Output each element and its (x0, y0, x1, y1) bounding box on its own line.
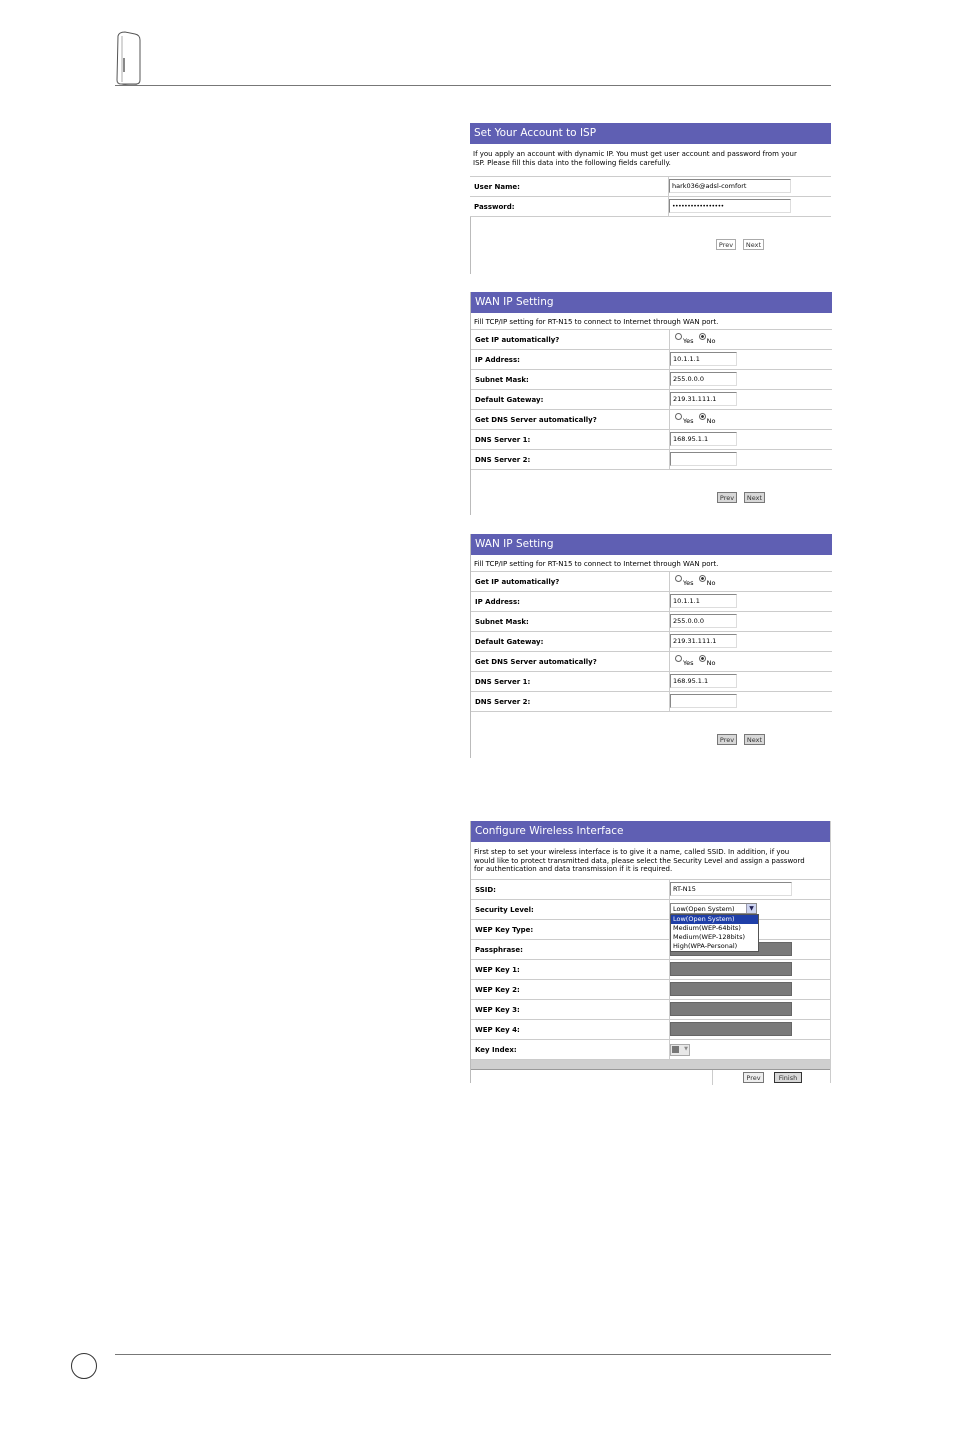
ssid-input[interactable]: RT-N15 (670, 882, 792, 896)
wep-key-4-label: WEP Key 4: (475, 1026, 520, 1034)
button-bar (471, 470, 832, 512)
security-level-options (670, 914, 759, 952)
next-button[interactable]: Next (744, 492, 765, 503)
yes-radio[interactable] (675, 655, 682, 662)
wan-ip-panel-1 (470, 292, 832, 515)
button-bar (471, 712, 832, 755)
no-radio[interactable] (699, 413, 706, 420)
ssid-label: SSID: (475, 886, 496, 894)
wep-key-1-input[interactable] (670, 962, 792, 976)
get-ip-auto-row (471, 572, 832, 592)
chevron-down-icon: ▼ (684, 1046, 688, 1052)
passphrase-label: Passphrase: (475, 946, 523, 954)
panel-description: If you apply an account with dynamic IP. You must get user account and password from your ISP. Please fill this data into the following fields carefully. (470, 144, 831, 177)
wep-key-2-label: WEP Key 2: (475, 986, 520, 994)
security-option[interactable]: High(WPA-Personal) (673, 942, 738, 950)
dns-server-2-row (471, 450, 832, 470)
wep-key-type-label: WEP Key Type: (475, 926, 534, 934)
password-input[interactable]: ••••••••••••••••• (669, 199, 791, 213)
key-index-select[interactable] (670, 1044, 690, 1056)
wep-key-4-input[interactable] (670, 1022, 792, 1036)
finish-button[interactable]: Finish (774, 1072, 802, 1083)
get-ip-auto-label: Get IP automatically? (475, 336, 560, 344)
ssid-row (471, 880, 830, 900)
panel-title: WAN IP Setting (471, 534, 832, 555)
key-index-row (471, 1040, 830, 1060)
panel-title: Set Your Account to ISP (470, 123, 831, 144)
ip-address-label: IP Address: (475, 598, 520, 606)
router-device-icon (113, 30, 143, 86)
default-gateway-row (471, 390, 832, 410)
get-dns-auto-label: Get DNS Server automatically? (475, 416, 597, 424)
user-name-row (470, 177, 831, 197)
get-ip-auto-radio-group: Yes No (672, 575, 715, 587)
subnet-mask-label: Subnet Mask: (475, 618, 529, 626)
dns-server-1-label: DNS Server 1: (475, 678, 531, 686)
user-name-input[interactable]: hark036@adsl-comfort (669, 179, 791, 193)
prev-button[interactable]: Prev (716, 239, 736, 250)
default-gateway-input[interactable]: 219.31.111.1 (670, 392, 737, 406)
wep-key-3-input[interactable] (670, 1002, 792, 1016)
dns-server-1-row (471, 430, 832, 450)
chevron-down-icon[interactable]: ▼ (746, 904, 756, 913)
default-gateway-label: Default Gateway: (475, 638, 544, 646)
wep-key-2-input[interactable] (670, 982, 792, 996)
get-ip-auto-label: Get IP automatically? (475, 578, 560, 586)
default-gateway-row (471, 632, 832, 652)
no-radio[interactable] (699, 333, 706, 340)
user-name-label: User Name: (474, 183, 520, 191)
security-option[interactable]: Low(Open System) (671, 915, 758, 924)
default-gateway-input[interactable]: 219.31.111.1 (670, 634, 737, 648)
passphrase-row (471, 940, 830, 960)
no-radio[interactable] (699, 575, 706, 582)
ip-address-row (471, 592, 832, 612)
ip-address-row (471, 350, 832, 370)
wep-key-4-row (471, 1020, 830, 1040)
dns-server-2-input[interactable] (670, 452, 737, 466)
security-option[interactable]: Medium(WEP-128bits) (673, 933, 745, 941)
password-label: Password: (474, 203, 515, 211)
panel-description: Fill TCP/IP setting for RT-N15 to connect to Internet through WAN port. (471, 313, 832, 330)
dns-server-1-row (471, 672, 832, 692)
get-dns-auto-radio-group: Yes No (672, 413, 715, 425)
key-index-label: Key Index: (475, 1046, 517, 1054)
get-dns-auto-row (471, 410, 832, 430)
next-button[interactable]: Next (744, 734, 765, 745)
dns-server-2-input[interactable] (670, 694, 737, 708)
dns-server-1-label: DNS Server 1: (475, 436, 531, 444)
prev-button[interactable]: Prev (717, 734, 737, 745)
dns-server-1-input[interactable]: 168.95.1.1 (670, 432, 737, 446)
get-dns-auto-radio-group: Yes No (672, 655, 715, 667)
panel-description: First step to set your wireless interface is to give it a name, called SSID. In addition, if you would like to protect transmitted data, please select the Security Level and assign a password for authentication and data transmission if it is required. (471, 842, 830, 880)
no-radio[interactable] (699, 655, 706, 662)
prev-button[interactable]: Prev (717, 492, 737, 503)
footer-rule (115, 1354, 831, 1355)
yes-radio[interactable] (675, 575, 682, 582)
button-bar (470, 217, 831, 274)
isp-account-panel (470, 123, 831, 261)
yes-radio[interactable] (675, 413, 682, 420)
yes-radio[interactable] (675, 333, 682, 340)
get-dns-auto-label: Get DNS Server automatically? (475, 658, 597, 666)
ip-address-input[interactable]: 10.1.1.1 (670, 352, 737, 366)
subnet-mask-row (471, 370, 832, 390)
panel-title: WAN IP Setting (471, 292, 832, 313)
subnet-mask-row (471, 612, 832, 632)
wep-key-1-row (471, 960, 830, 980)
panel-title: Configure Wireless Interface (471, 821, 830, 842)
button-bar (471, 1069, 830, 1085)
panel-description: Fill TCP/IP setting for RT-N15 to connect to Internet through WAN port. (471, 555, 832, 572)
wep-key-1-label: WEP Key 1: (475, 966, 520, 974)
dns-server-2-row (471, 692, 832, 712)
security-option[interactable]: Medium(WEP-64bits) (673, 924, 741, 932)
default-gateway-label: Default Gateway: (475, 396, 544, 404)
wep-key-2-row (471, 980, 830, 1000)
header-rule (115, 85, 831, 86)
dns-server-2-label: DNS Server 2: (475, 698, 531, 706)
dns-server-1-input[interactable]: 168.95.1.1 (670, 674, 737, 688)
wep-key-type-row (471, 920, 830, 940)
subnet-mask-label: Subnet Mask: (475, 376, 529, 384)
security-level-label: Security Level: (475, 906, 534, 914)
page-number-circle (71, 1353, 97, 1379)
password-row (470, 197, 831, 217)
prev-button[interactable]: Prev (743, 1072, 764, 1083)
get-ip-auto-radio-group: Yes No (672, 333, 715, 345)
ip-address-label: IP Address: (475, 356, 520, 364)
next-button[interactable]: Next (743, 239, 764, 250)
wep-key-3-label: WEP Key 3: (475, 1006, 520, 1014)
wireless-interface-panel (470, 821, 831, 1083)
security-level-value: Low(Open System) (673, 905, 735, 913)
subnet-mask-input[interactable]: 255.0.0.0 (670, 372, 737, 386)
panel-separator-bar (471, 1060, 830, 1069)
subnet-mask-input[interactable]: 255.0.0.0 (670, 614, 737, 628)
wan-ip-panel-2 (470, 534, 832, 758)
get-ip-auto-row (471, 330, 832, 350)
dns-server-2-label: DNS Server 2: (475, 456, 531, 464)
ip-address-input[interactable]: 10.1.1.1 (670, 594, 737, 608)
security-level-select[interactable] (670, 903, 757, 914)
wep-key-3-row (471, 1000, 830, 1020)
get-dns-auto-row (471, 652, 832, 672)
